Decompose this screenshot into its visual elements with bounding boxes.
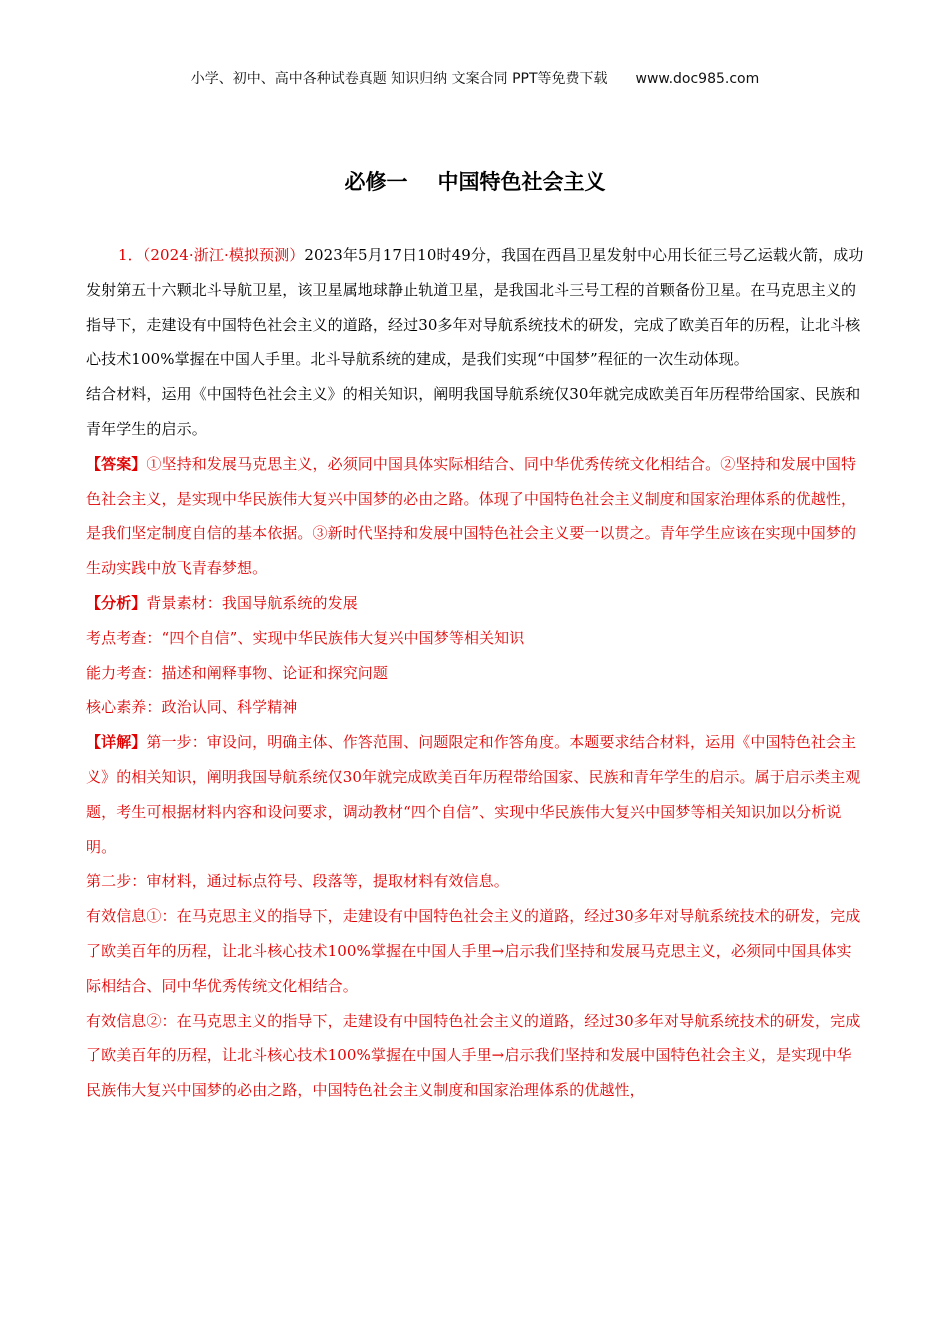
analysis-ability: 能力考查：描述和阐释事物、论证和探究问题: [86, 663, 389, 682]
document-body: [86, 238, 864, 1108]
detail-step1: [86, 725, 864, 864]
page-header: [0, 68, 950, 88]
answer-text: ①坚持和发展马克思主义，必须同中国具体实际相结合、同中华优秀传统文化相结合。②坚持和发展中国特色社会主义，是实现中华民族伟大复兴中国梦的必由之路。体现了中国特色社会主义制度和国家治理体系的优越性，是我们坚定制度自信的基本依据。③新时代坚持和发展中国特色社会主义要一以贯之。青年学生应该在实现中国梦的生动实践中放飞青春梦想。: [86, 454, 857, 578]
analysis-label: 【分析】: [86, 593, 147, 612]
title-right: 中国特色社会主义: [437, 170, 606, 194]
answer-label: 【答案】: [86, 454, 147, 473]
page-title: [0, 166, 950, 196]
analysis-knowledge: 考点考查：“四个自信”、实现中华民族伟大复兴中国梦等相关知识: [86, 628, 525, 647]
header-text: 小学、初中、高中各种试卷真题 知识归纳 文案合同 PPT等免费下载: [190, 71, 608, 87]
question-prompt: 结合材料，运用《中国特色社会主义》的相关知识，阐明我国导航系统仅30年就完成欧美百年历程带给国家、民族和青年学生的启示。: [86, 385, 861, 438]
analysis-background-text: 背景素材：我国导航系统的发展: [146, 593, 358, 612]
detail-step2: 第二步：审材料，通过标点符号、段落等，提取材料有效信息。: [86, 872, 509, 891]
question-material: [86, 238, 864, 377]
answer-block: [86, 447, 864, 586]
question-number: 1．: [118, 246, 143, 264]
detail-step1-text: 第一步：审设问，明确主体、作答范围、问题限定和作答角度。本题要求结合材料，运用《中国特色社会主义》的相关知识，阐明我国导航系统仅30年就完成欧美百年历程带给国家、民族和青年学生的启示。属于启示类主观题，考生可根据材料内容和设问要求，调动教材“四个自信”、实现中华民族伟大复兴中国梦等相关知识加以分析说明。: [86, 733, 861, 856]
question-source: （2024·浙江·模拟预测）: [142, 246, 305, 264]
detail-info2: 有效信息②：在马克思主义的指导下，走建设有中国特色社会主义的道路，经过30多年对导航系统技术的研发，完成了欧美百年的历程，让北斗核心技术100%掌握在中国人手里→启示我们坚持和发展中国特色社会主义，是实现中华民族伟大复兴中国梦的必由之路，中国特色社会主义制度和国家治理体系的优越性，: [86, 1011, 861, 1100]
question-material-text: 2023年5月17日10时49分，我国在西昌卫星发射中心用长征三号乙运载火箭，成功发射第五十六颗北斗导航卫星，该卫星属地球静止轨道卫星，是我国北斗三号工程的首颗备份卫星。在马克思主义的指导下，走建设有中国特色社会主义的道路，经过30多年对导航系统技术的研发，完成了欧美百年的历程，让北斗核心技术100%掌握在中国人手里。北斗导航系统的建成，是我们实现“中国梦”程征的一次生动体现。: [86, 246, 864, 369]
detail-info1: 有效信息①：在马克思主义的指导下，走建设有中国特色社会主义的道路，经过30多年对导航系统技术的研发，完成了欧美百年的历程，让北斗核心技术100%掌握在中国人手里→启示我们坚持和发展马克思主义，必须同中国具体实际相结合、同中华优秀传统文化相结合。: [86, 907, 861, 995]
title-left: 必修一: [344, 170, 408, 194]
analysis-literacy: 核心素养：政治认同、科学精神: [86, 698, 298, 717]
header-url[interactable]: www.doc985.com: [635, 71, 760, 87]
analysis-background: [86, 586, 864, 621]
detail-label: 【详解】: [86, 733, 147, 752]
